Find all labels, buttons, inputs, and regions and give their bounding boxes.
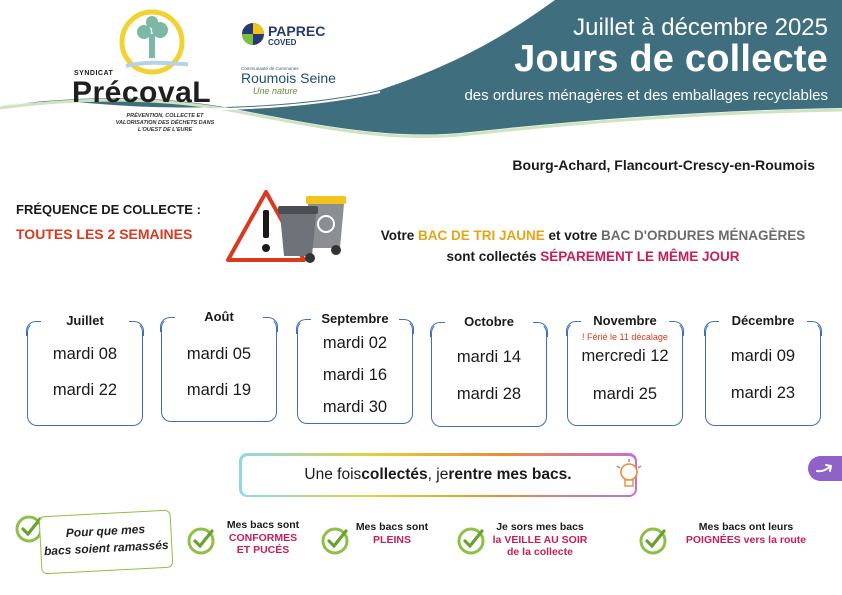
paprec-logo-icon	[241, 22, 265, 46]
collection-date: mardi 14	[456, 348, 522, 366]
frequency-label: FRÉQUENCE DE COLLECTE :	[16, 202, 201, 217]
month-box-octobre	[431, 314, 547, 427]
month-name: Novembre	[593, 313, 657, 328]
check-icon	[186, 526, 216, 556]
household-bin-label: BAC D'ORDURES MÉNAGÈRES	[601, 228, 806, 243]
check-icon	[456, 526, 486, 556]
tip-full-bins: Mes bacs sont PLEINS	[355, 521, 429, 546]
tip-evening-before: Je sors mes bacs la VEILLE AU SOIR de la collecte	[492, 521, 588, 559]
roumois-community-label: Communauté de Communes	[241, 66, 299, 71]
collection-date: mercredi 12	[581, 347, 669, 365]
gray-bin-icon	[278, 206, 318, 263]
collection-date: mardi 19	[186, 381, 252, 399]
info-line-2: sont collectés SÉPAREMENT LE MÊME JOUR	[446, 249, 740, 264]
collection-date: mardi 30	[322, 398, 388, 416]
collection-date: mardi 09	[730, 347, 796, 365]
collection-date: mardi 23	[730, 384, 796, 402]
precoval-tree-logo	[116, 8, 188, 76]
tips-heading-line-2: bacs soient ramassés	[43, 538, 169, 559]
roumois-seine-logo: Roumois Seine	[241, 70, 336, 86]
collection-date: mardi 02	[322, 334, 388, 352]
info-line-1: Votre BAC DE TRI JAUNE et votre BAC D'ORDURES MÉNAGÈRES	[380, 228, 806, 243]
month-name: Septembre	[321, 311, 389, 326]
tips-heading-line-1: Pour que mes	[65, 521, 146, 541]
header-subtitle: des ordures ménagères et des emballages recyclables	[464, 87, 828, 104]
month-box-aout	[161, 309, 277, 422]
month-name: Juillet	[66, 313, 104, 328]
tip-compliant-bins: Mes bacs sont CONFORMES ET PUCÉS	[226, 519, 300, 557]
holiday-note: ! Férié le 11 décalage	[582, 332, 668, 342]
tip-handles-toward-road: Mes bacs ont leurs POIGNÉES vers la route	[685, 521, 807, 546]
precoval-tagline: PRÉVENTION, COLLECTE ET VALORISATION DES DÉCHETS DANS L'OUEST DE L'EURE	[115, 113, 215, 133]
collection-date: mardi 25	[592, 385, 658, 403]
month-name: Octobre	[464, 314, 514, 329]
collection-date: mardi 28	[456, 385, 522, 403]
month-box-septembre	[297, 311, 413, 424]
month-box-juillet	[27, 313, 143, 426]
next-arrow-button[interactable]	[808, 456, 842, 481]
paprec-logo-text: PAPREC	[268, 23, 326, 39]
une-nature-tagline: Une nature	[253, 86, 298, 96]
frequency-value: TOUTES LES 2 SEMAINES	[16, 226, 193, 242]
check-icon	[638, 526, 668, 556]
tips-heading-box	[39, 510, 174, 575]
lightbulb-icon	[614, 458, 644, 492]
arrow-right-icon	[815, 462, 835, 476]
month-name: Août	[204, 309, 234, 324]
warning-bins-illustration	[226, 186, 356, 266]
collection-date: mardi 22	[52, 381, 118, 399]
collection-date: mardi 08	[52, 345, 118, 363]
collection-date: mardi 16	[322, 366, 388, 384]
page-title: Jours de collecte	[514, 38, 828, 80]
coved-logo-text: COVED	[268, 38, 297, 47]
same-day-label: SÉPAREMENT LE MÊME JOUR	[540, 249, 740, 264]
precoval-syndicat: SYNDICAT	[74, 70, 114, 77]
header-period: Juillet à décembre 2025	[573, 14, 828, 41]
collection-date: mardi 05	[186, 345, 252, 363]
commune-names: Bourg-Achard, Flancourt-Crescy-en-Roumois	[512, 157, 815, 173]
month-box-novembre	[567, 313, 683, 426]
reminder-banner: Une fois collectés , je rentre mes bacs.	[239, 453, 637, 497]
month-name: Décembre	[731, 313, 795, 328]
yellow-bin-label: BAC DE TRI JAUNE	[417, 228, 545, 243]
precoval-logo-text: PrécovaL	[72, 76, 212, 109]
month-box-decembre	[705, 313, 821, 426]
